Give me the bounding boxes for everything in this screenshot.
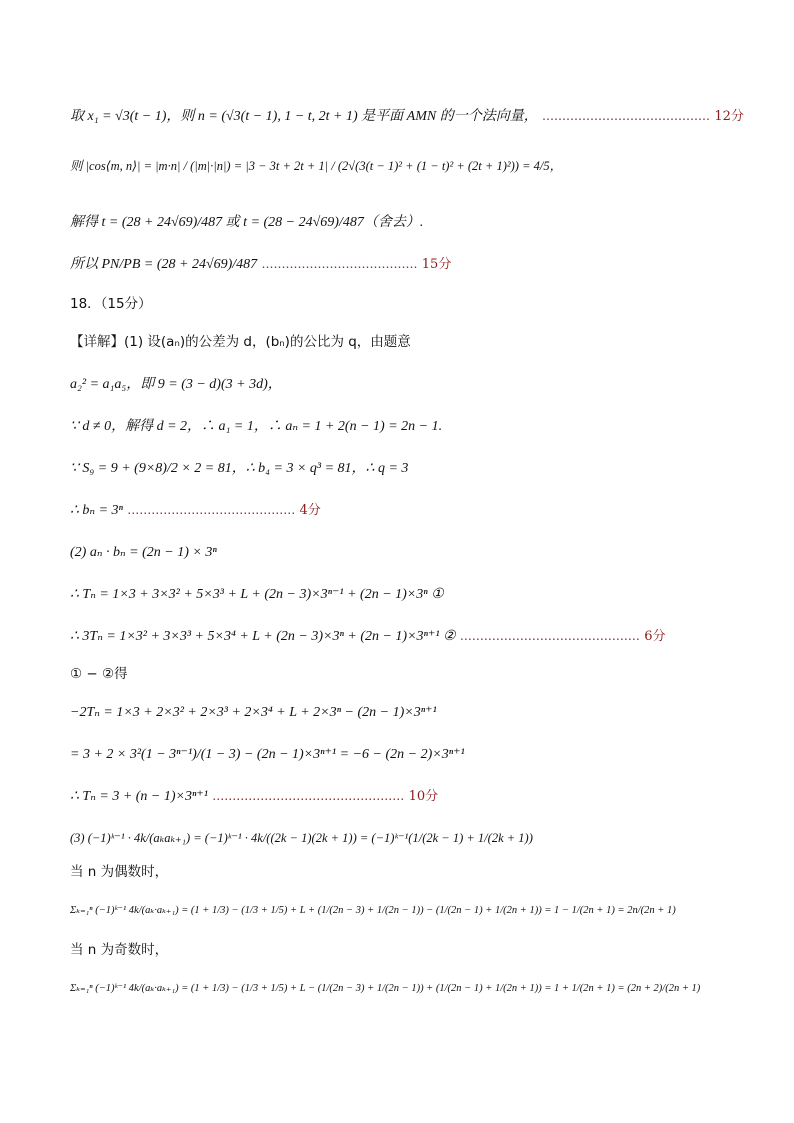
solution-line-3tn-sum: ∴ 3Tₙ = 1×3² + 3×3³ + 5×3⁴ + L + (2n − 3)×3ⁿ + (2n − 1)×3ⁿ⁺¹ ② ……………………………………… 6分 bbox=[70, 629, 666, 644]
solution-line-tn-sum: ∴ Tₙ = 1×3 + 3×3² + 5×3³ + L + (2n − 3)×3ⁿ⁻¹ + (2n − 1)×3ⁿ ① bbox=[70, 587, 444, 602]
solution-line-setup: 【详解】(1) 设(aₙ)的公差为 d，(bₙ)的公比为 q，由题意 bbox=[70, 334, 411, 350]
score-mark: 15分 bbox=[421, 257, 452, 272]
solution-line-ratio: 所以 PN/PB = (28 + 24√69)/487 ………………………………… 15分 bbox=[70, 257, 452, 272]
solution-line-even-case: 当 n 为偶数时， bbox=[70, 864, 169, 880]
solution-line-simplify: = 3 + 2 × 3²(1 − 3ⁿ⁻¹)/(1 − 3) − (2n − 1)×3ⁿ⁺¹ = −6 − (2n − 2)×3ⁿ⁺¹ bbox=[70, 747, 465, 762]
solution-line-odd-sum: Σₖ₌₁ⁿ (−1)ᵏ⁻¹ 4k/(aₖ·aₖ₊₁) = (1 + 1/3) − (1/3 + 1/5) + L − (1/(2n − 3) + 1/(2n − 1)) + (1/(2n − 1) + 1/(2n + 1)) = 1 + 1/(2n + 1) = (2n + 2)/(2n + 1) bbox=[70, 983, 701, 994]
solution-line-tn-result: ∴ Tₙ = 3 + (n − 1)×3ⁿ⁺¹ ………………………………………… 10分 bbox=[70, 789, 439, 804]
score-mark: 10分 bbox=[408, 789, 439, 804]
solution-line-cosine: 则 |cos⟨m, n⟩| = |m·n| / (|m|·|n|) = |3 − 3t + 2t + 1| / (2√(3(t − 1)² + (1 − t)² + (2t + 1)²)) = 4/5， bbox=[70, 159, 563, 173]
score-mark: 4分 bbox=[299, 503, 321, 518]
score-mark: 12分 bbox=[714, 109, 744, 124]
solution-line-normal-vector: 取 x₁ = √3(t − 1)，则 n = (√3(t − 1), 1 − t, 2t + 1) 是平面 AMN 的一个法向量， …………………………………… 12分 bbox=[70, 109, 744, 124]
solution-line-odd-case: 当 n 为奇数时， bbox=[70, 942, 169, 958]
solution-line-even-sum: Σₖ₌₁ⁿ (−1)ᵏ⁻¹ 4k/(aₖ·aₖ₊₁) = (1 + 1/3) − (1/3 + 1/5) + L + (1/(2n − 3) + 1/(2n − 1)) − (1/(2n − 1) + 1/(2n + 1)) = 1 − 1/(2n + 1) = 2n/(2n + 1) bbox=[70, 905, 676, 916]
solution-line-minus-2tn: −2Tₙ = 1×3 + 2×3² + 2×3³ + 2×3⁴ + L + 2×3ⁿ − (2n − 1)×3ⁿ⁺¹ bbox=[70, 705, 437, 720]
solution-line-solve-t: 解得 t = (28 + 24√69)/487 或 t = (28 − 24√69)/487（舍去）. bbox=[70, 215, 424, 230]
solution-line-geometric-condition: a₂² = a₁a₅，即 9 = (3 − d)(3 + 3d)， bbox=[70, 377, 282, 392]
solution-line-bn: ∴ bₙ = 3ⁿ …………………………………… 4分 bbox=[70, 503, 321, 518]
solution-line-d-value: ∵ d ≠ 0，解得 d = 2，∴ a₁ = 1，∴ aₙ = 1 + 2(n − 1) = 2n − 1. bbox=[70, 419, 443, 434]
solution-line-part2: (2) aₙ · bₙ = (2n − 1) × 3ⁿ bbox=[70, 545, 217, 560]
solution-line-part3: (3) (−1)ᵏ⁻¹ · 4k/(aₖaₖ₊₁) = (−1)ᵏ⁻¹ · 4k/((2k − 1)(2k + 1)) = (−1)ᵏ⁻¹(1/(2k − 1) + 1/(2k + 1)) bbox=[70, 831, 533, 845]
solution-line-q-value: ∵ S₉ = 9 + (9×8)/2 × 2 = 81，∴ b₄ = 3 × q³ = 81，∴ q = 3 bbox=[70, 461, 409, 476]
score-mark: 6分 bbox=[644, 629, 666, 644]
question-18-heading: 18．（15分） bbox=[70, 296, 152, 312]
solution-line-subtract: ① − ②得 bbox=[70, 666, 128, 682]
